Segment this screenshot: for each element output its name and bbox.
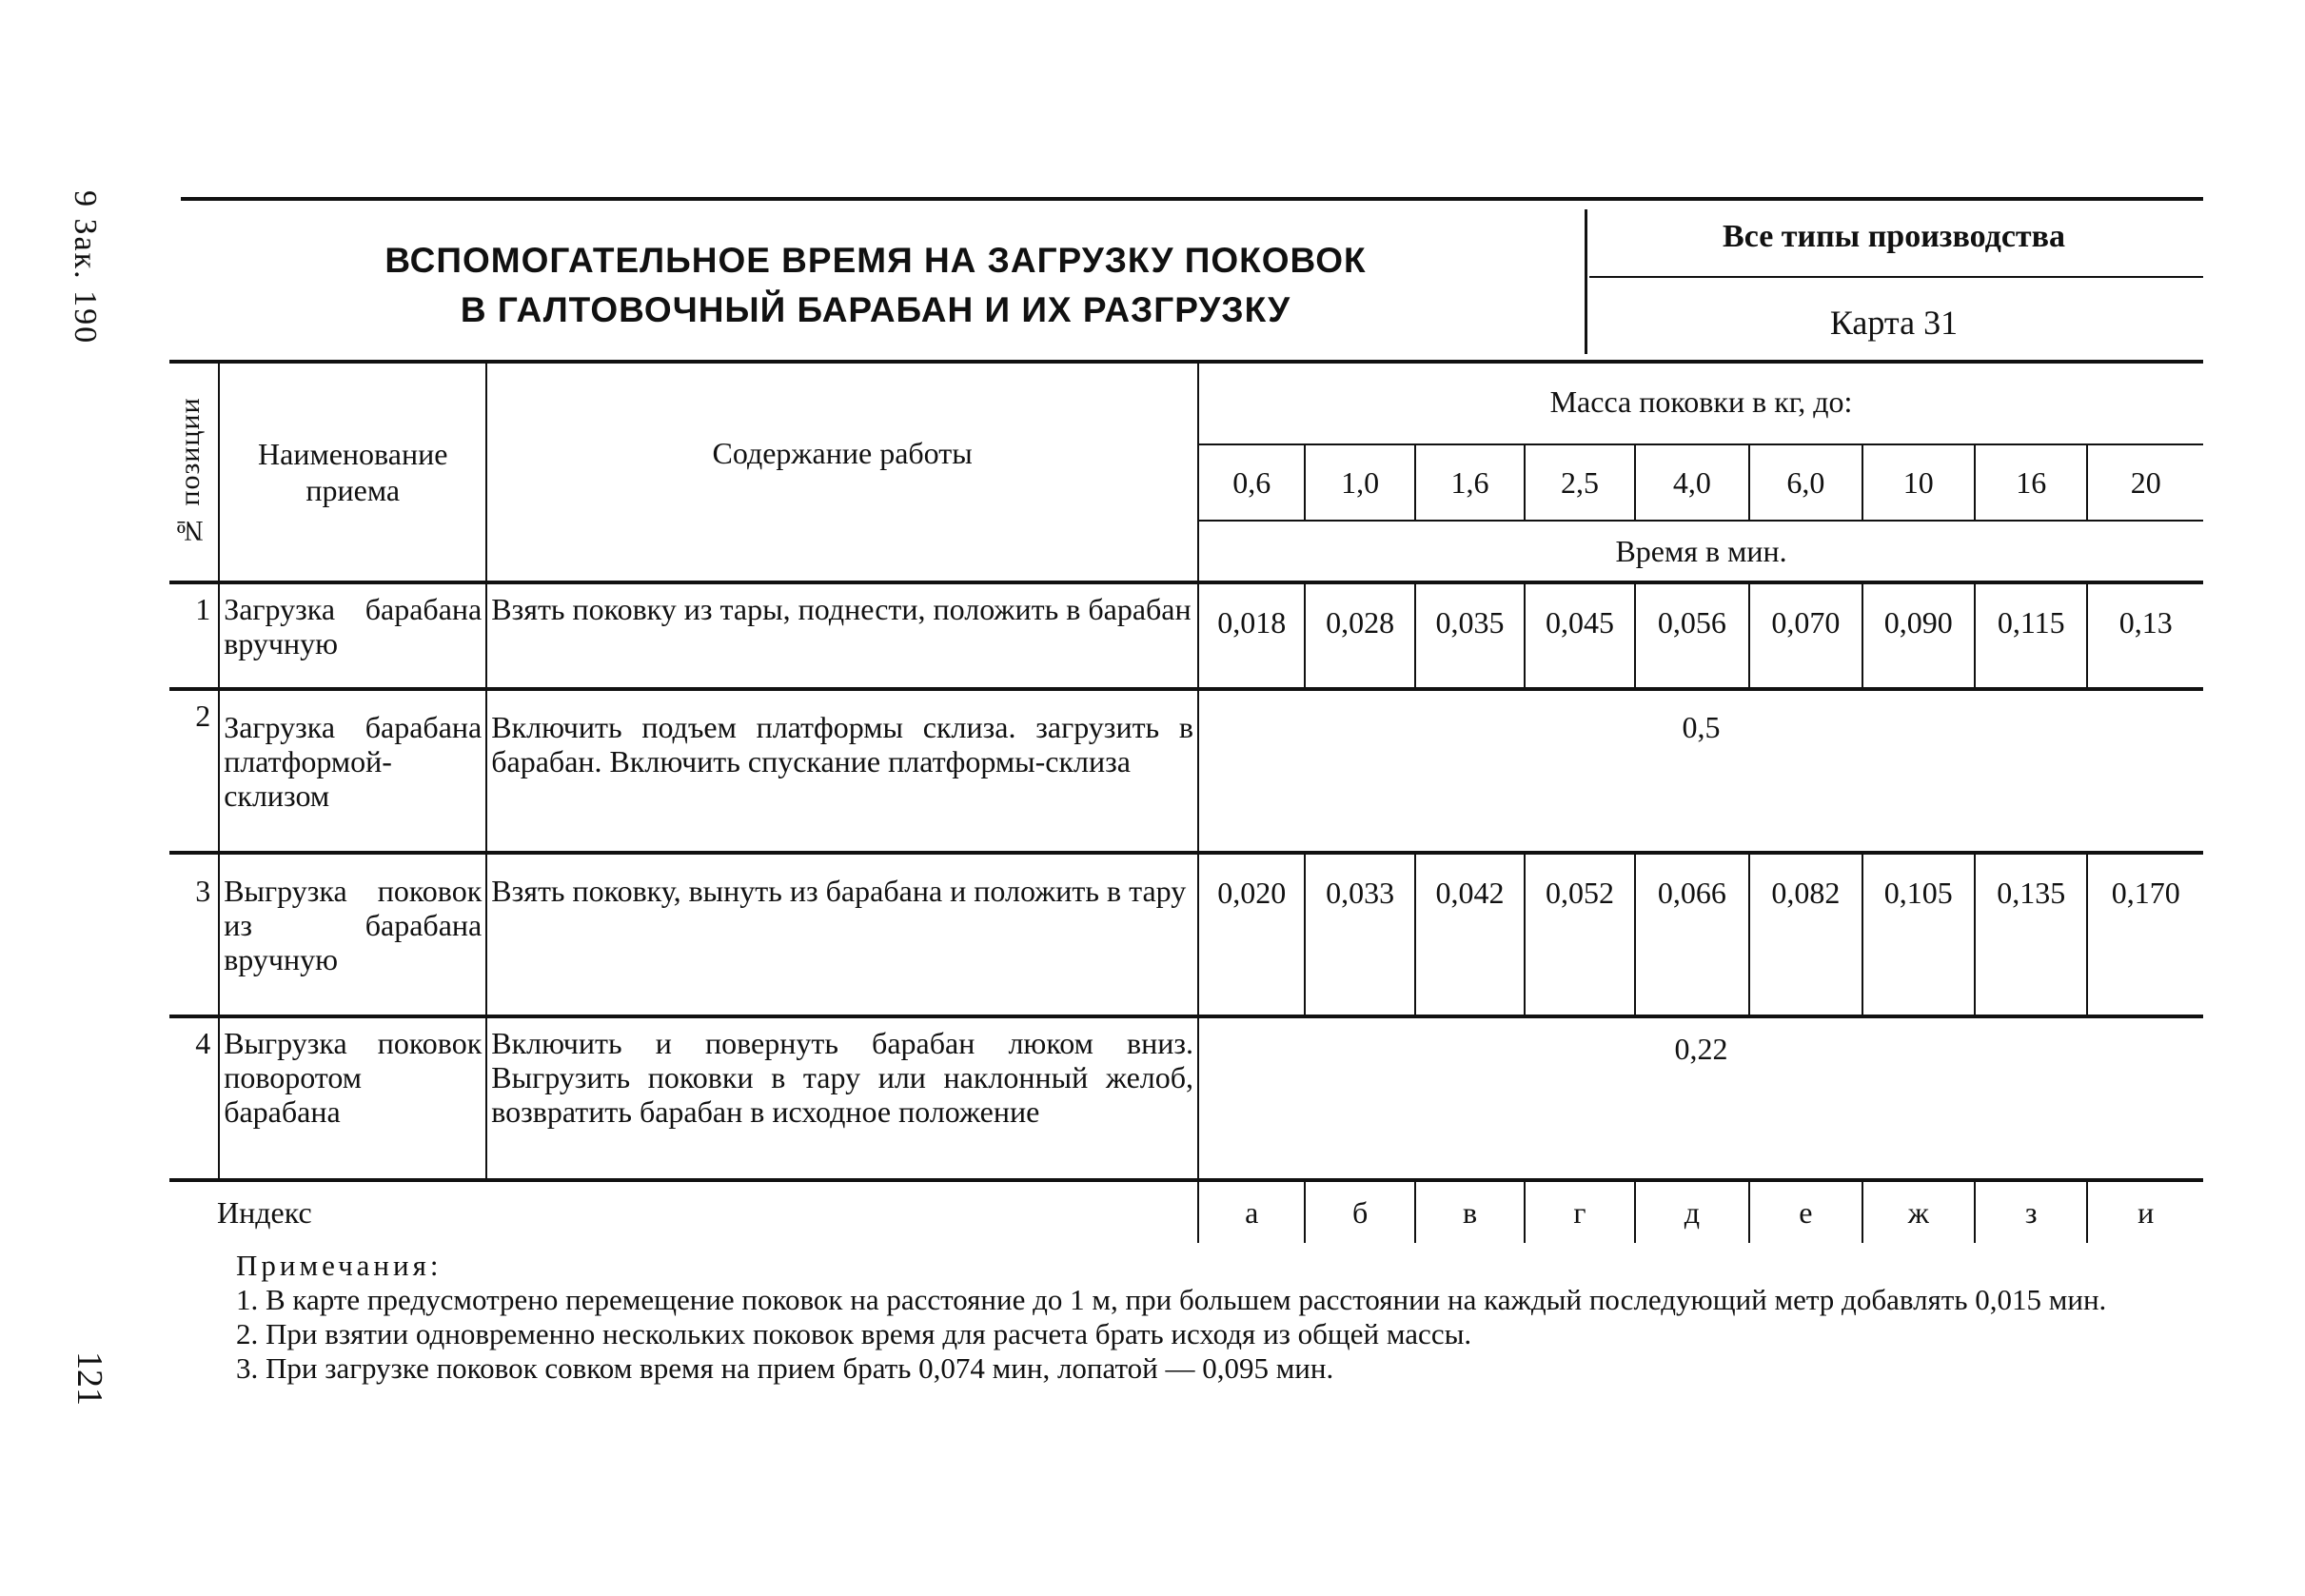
note-item: 2. При взятии одновременно нескольких поковок время для расчета брать исходя из общей массы. xyxy=(236,1317,1472,1350)
row-content: Включить и повернуть барабан люком вниз. Выгрузить поковки в тару или наклонный желоб, возвратить барабан в исходное положение xyxy=(486,1016,1198,1180)
header-position: № позиции xyxy=(174,397,206,547)
header-time: Время в мин. xyxy=(1198,521,2203,582)
time-value: 0,056 xyxy=(1635,582,1749,689)
index-row xyxy=(169,1180,2203,1243)
card-title xyxy=(219,236,1532,335)
table-row xyxy=(169,689,2203,853)
merged-time-value: 0,5 xyxy=(1198,689,2203,853)
merged-time-value: 0,22 xyxy=(1198,1016,2203,1180)
mass-value: 0,6 xyxy=(1198,444,1305,521)
header-content: Содержание работы xyxy=(486,362,1198,582)
header-divider xyxy=(1585,209,1587,354)
time-value: 0,020 xyxy=(1198,853,1305,1016)
page-number: 121 xyxy=(69,1351,109,1406)
time-value: 0,035 xyxy=(1415,582,1525,689)
row-number: 4 xyxy=(169,1016,219,1180)
top-rule xyxy=(181,197,2203,201)
row-number: 1 xyxy=(169,582,219,689)
index-letter: г xyxy=(1525,1180,1634,1243)
mass-value: 10 xyxy=(1862,444,1975,521)
note-item: 3. При загрузке поковок совком время на прием брать 0,074 мин, лопатой — 0,095 мин. xyxy=(236,1351,1334,1385)
row-name: Загрузка барабана платформой-склизом xyxy=(219,689,486,853)
production-type: Все типы производства xyxy=(1723,219,2065,254)
table-row xyxy=(169,853,2203,1016)
time-value: 0,066 xyxy=(1635,853,1749,1016)
index-letter: д xyxy=(1635,1180,1749,1243)
notes-title: Примечания: xyxy=(236,1249,443,1282)
time-value: 0,135 xyxy=(1975,853,2087,1016)
card-title-line-2: В ГАЛТОВОЧНЫЙ БАРАБАН И ИХ РАЗГРУЗКУ xyxy=(460,290,1291,329)
row-name: Загрузка барабана вручную xyxy=(219,582,486,689)
index-letter: е xyxy=(1749,1180,1862,1243)
time-value: 0,018 xyxy=(1198,582,1305,689)
header-position-cell xyxy=(169,362,219,582)
time-norms-table xyxy=(169,360,2203,1243)
time-value: 0,052 xyxy=(1525,853,1634,1016)
header-right-rule xyxy=(1589,276,2203,278)
header-name: Наименование приема xyxy=(219,362,486,582)
row-number: 2 xyxy=(169,689,219,853)
mass-value: 16 xyxy=(1975,444,2087,521)
mass-value: 20 xyxy=(2087,444,2203,521)
card-number: Карта 31 xyxy=(1829,304,1959,342)
time-value: 0,033 xyxy=(1305,853,1414,1016)
time-value: 0,028 xyxy=(1305,582,1414,689)
index-letter: з xyxy=(1975,1180,2087,1243)
row-content: Взять поковку из тары, поднести, положить в барабан xyxy=(486,582,1198,689)
time-value: 0,042 xyxy=(1415,853,1525,1016)
time-value: 0,090 xyxy=(1862,582,1975,689)
mass-value: 6,0 xyxy=(1749,444,1862,521)
side-order-label: 9 Зак. 190 xyxy=(68,190,103,345)
notes xyxy=(227,1249,2206,1386)
mass-value: 1,0 xyxy=(1305,444,1414,521)
index-letter: а xyxy=(1198,1180,1305,1243)
header-mass: Масса поковки в кг, до: xyxy=(1198,362,2203,444)
table-row xyxy=(169,1016,2203,1180)
index-letter: ж xyxy=(1862,1180,1975,1243)
time-value: 0,070 xyxy=(1749,582,1862,689)
card-title-line-1: ВСПОМОГАТЕЛЬНОЕ ВРЕМЯ НА ЗАГРУЗКУ ПОКОВОК xyxy=(384,241,1367,280)
row-name: Выгрузка поковок из барабана вручную xyxy=(219,853,486,1016)
time-value: 0,170 xyxy=(2087,853,2203,1016)
row-name: Выгрузка поковок поворотом барабана xyxy=(219,1016,486,1180)
table-row xyxy=(169,582,2203,689)
index-letter: б xyxy=(1305,1180,1414,1243)
mass-value: 1,6 xyxy=(1415,444,1525,521)
index-letter: в xyxy=(1415,1180,1525,1243)
mass-value: 2,5 xyxy=(1525,444,1634,521)
row-content: Включить подъем платформы склиза. загрузить в барабан. Включить спускание платформы-склиза xyxy=(486,689,1198,853)
note-item: 1. В карте предусмотрено перемещение поковок на расстояние до 1 м, при большем расстоянии на каждый последующий метр добавлять 0,015 мин. xyxy=(236,1283,2107,1316)
index-letter: и xyxy=(2087,1180,2203,1243)
time-value: 0,115 xyxy=(1975,582,2087,689)
row-number: 3 xyxy=(169,853,219,1016)
mass-value: 4,0 xyxy=(1635,444,1749,521)
time-value: 0,13 xyxy=(2087,582,2203,689)
time-value: 0,105 xyxy=(1862,853,1975,1016)
index-label: Индекс xyxy=(169,1180,1198,1243)
row-content: Взять поковку, вынуть из барабана и положить в тару xyxy=(486,853,1198,1016)
time-value: 0,082 xyxy=(1749,853,1862,1016)
time-value: 0,045 xyxy=(1525,582,1634,689)
